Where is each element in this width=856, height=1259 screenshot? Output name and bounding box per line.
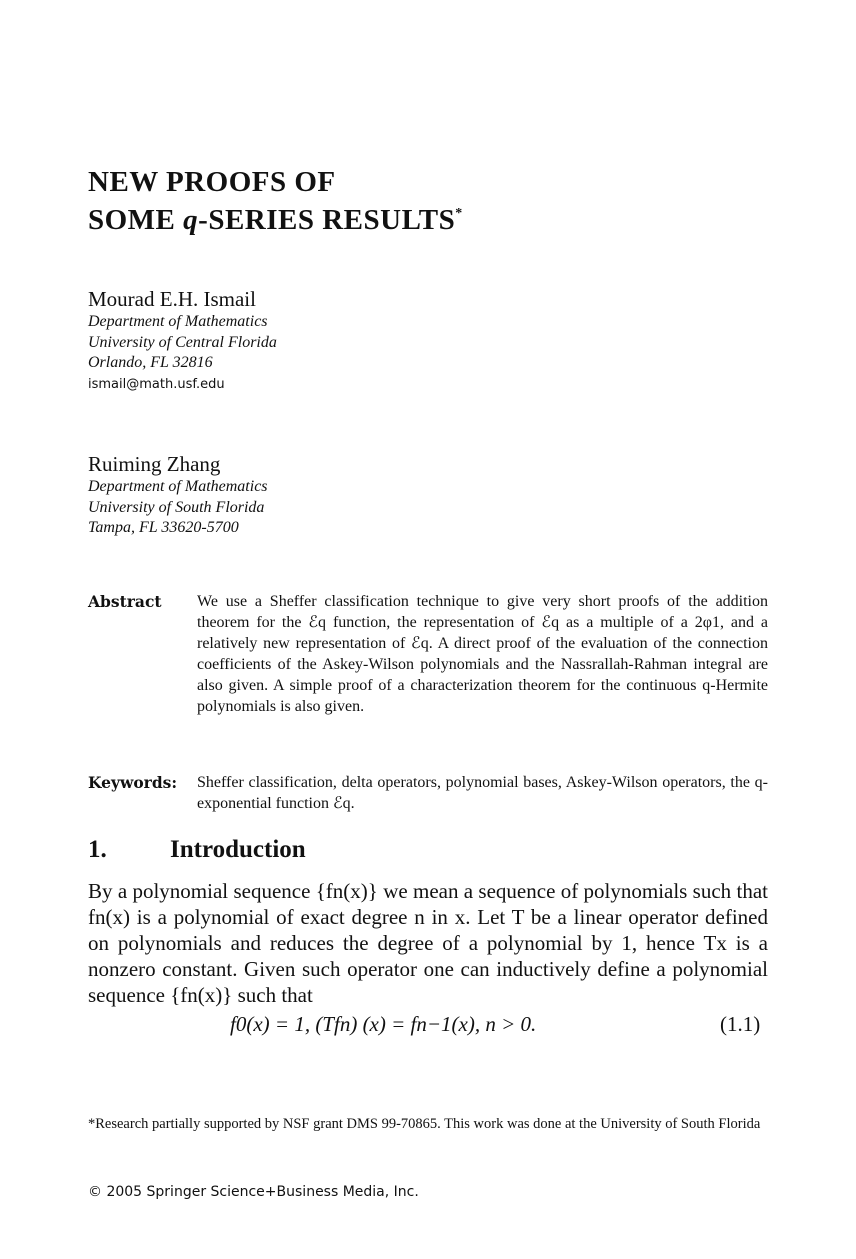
keywords-text: Sheffer classification, delta operators, polynomial bases, Askey-Wilson operators, the q-exponential function ℰq. xyxy=(197,774,768,812)
title-line-2-pre: SOME xyxy=(88,204,184,236)
equation-1-1: f0(x) = 1, (Tfn) (x) = fn−1(x), n > 0. xyxy=(230,1012,537,1036)
intro-paragraph: By a polynomial sequence {fn(x)} we mean a sequence of polynomials such that fn(x) is a polynomial of exact degree n in x. Let T be a linear operator defined on polynomials and reduces the degree of a polynomial by 1, hence Tx is a nonzero constant. Given such operator one can inductively define a polynomial sequence {fn(x)} such that xyxy=(88,879,768,1007)
author-block-2 xyxy=(88,451,268,539)
author-department: Department of Mathematics xyxy=(88,478,268,495)
keywords-label: Keywords: xyxy=(88,773,178,792)
equation-number: (1.1) xyxy=(720,1012,761,1036)
author-name: Mourad E.H. Ismail xyxy=(88,287,256,311)
title-footnote-mark: * xyxy=(455,206,463,221)
section-heading xyxy=(88,836,306,864)
abstract-text: We use a Sheffer classification technique to give very short proofs of the addition theorem for the ℰq function, the representation of ℰq as a multiple of a 2φ1, and a relatively new representation of ℰq. A direct proof of the evaluation of the connection coefficients of the Askey-Wilson polynomials and the Nassrallah-Rahman integral are also given. A simple proof of a characterization theorem for the continuous q-Hermite polynomials is also given. xyxy=(197,593,768,715)
author-department: Department of Mathematics xyxy=(88,313,268,330)
abstract xyxy=(88,591,768,717)
title-line-1: NEW PROOFS OF xyxy=(88,166,336,198)
author-address: Tampa, FL 33620-5700 xyxy=(88,519,239,536)
author-university: University of South Florida xyxy=(88,498,265,516)
title-line-2 xyxy=(88,198,463,236)
paper-title xyxy=(88,166,463,236)
author-block-1 xyxy=(88,286,277,396)
author-university: University of Central Florida xyxy=(88,333,277,351)
title-line-2-post: -SERIES RESULTS xyxy=(198,204,456,236)
author-email: ismail@math.usf.edu xyxy=(88,376,225,392)
keywords xyxy=(88,772,768,814)
author-name: Ruiming Zhang xyxy=(88,452,221,476)
copyright-notice: © 2005 Springer Science+Business Media, Inc. xyxy=(88,1184,419,1200)
title-q: q xyxy=(183,204,199,236)
footnote: *Research partially supported by NSF grant DMS 99-70865. This work was done at the University of South Florida xyxy=(88,1116,761,1132)
section-number: 1. xyxy=(88,836,107,863)
abstract-label: Abstract xyxy=(88,592,162,611)
author-address: Orlando, FL 32816 xyxy=(88,354,213,371)
section-title: Introduction xyxy=(170,836,306,863)
